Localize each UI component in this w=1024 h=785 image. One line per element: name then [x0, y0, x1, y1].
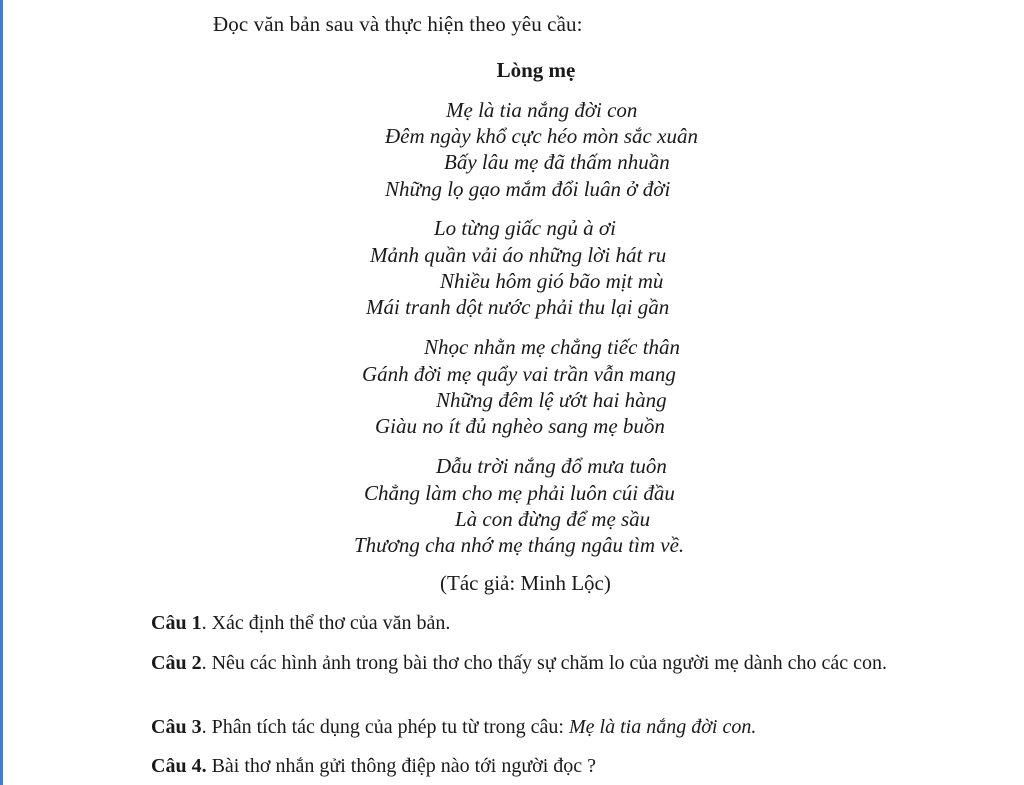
- poem-line: Mái tranh dột nước phải thu lại gần: [366, 295, 670, 319]
- poem-line: Gánh đời mẹ quẩy vai trần vẫn mang: [362, 362, 676, 386]
- question-2: [151, 649, 941, 677]
- poem-line: Mẹ là tia nắng đời con: [446, 98, 638, 122]
- question-text: Bài thơ nhắn gửi thông điệp nào tới người đọc ?: [206, 755, 597, 777]
- poem-line: Thương cha nhớ mẹ tháng ngâu tìm về.: [354, 533, 685, 557]
- question-emphasis: Mẹ là tia nắng đời con.: [569, 716, 757, 738]
- instruction-text: Đọc văn bản sau và thực hiện theo yêu cầu:: [213, 12, 583, 36]
- poem-line: Những đêm lệ ướt hai hàng: [436, 388, 667, 412]
- poem-author: (Tác giả: Minh Lộc): [440, 571, 611, 595]
- poem-line: Những lọ gạo mắm đổi luân ở đời: [385, 177, 671, 201]
- poem-line: Dẫu trời nắng đổ mưa tuôn: [436, 454, 667, 478]
- poem-line: Là con đừng để mẹ sầu: [455, 507, 651, 531]
- question-3: [151, 713, 941, 741]
- question-text: . Phân tích tác dụng của phép tu từ trong câu:: [201, 716, 569, 738]
- question-text: . Xác định thể thơ của văn bản.: [201, 612, 451, 634]
- poem-line: Nhiều hôm gió bão mịt mù: [440, 269, 664, 293]
- poem-line: Bấy lâu mẹ đã thấm nhuần: [444, 150, 670, 174]
- question-label: Câu 2: [151, 652, 202, 674]
- poem-line: Nhọc nhằn mẹ chẳng tiếc thân: [424, 335, 681, 359]
- question-label: Câu 4.: [151, 755, 207, 777]
- poem-line: Lo từng giấc ngủ à ơi: [434, 216, 616, 240]
- question-1: [151, 609, 941, 637]
- poem-line: Mảnh quần vải áo những lời hát ru: [370, 243, 667, 267]
- question-label: Câu 3: [151, 716, 202, 738]
- question-text: . Nêu các hình ảnh trong bài thơ cho thấy sự chăm lo của người mẹ dành cho các con.: [201, 652, 887, 674]
- poem-line: Chẳng làm cho mẹ phải luôn cúi đầu: [364, 481, 675, 505]
- poem-line: Đêm ngày khổ cực héo mòn sắc xuân: [385, 124, 698, 148]
- poem-title: Lòng mẹ: [496, 58, 576, 82]
- question-4: [151, 752, 941, 780]
- poem-line: Giàu no ít đủ nghèo sang mẹ buồn: [375, 414, 665, 438]
- question-label: Câu 1: [151, 612, 202, 634]
